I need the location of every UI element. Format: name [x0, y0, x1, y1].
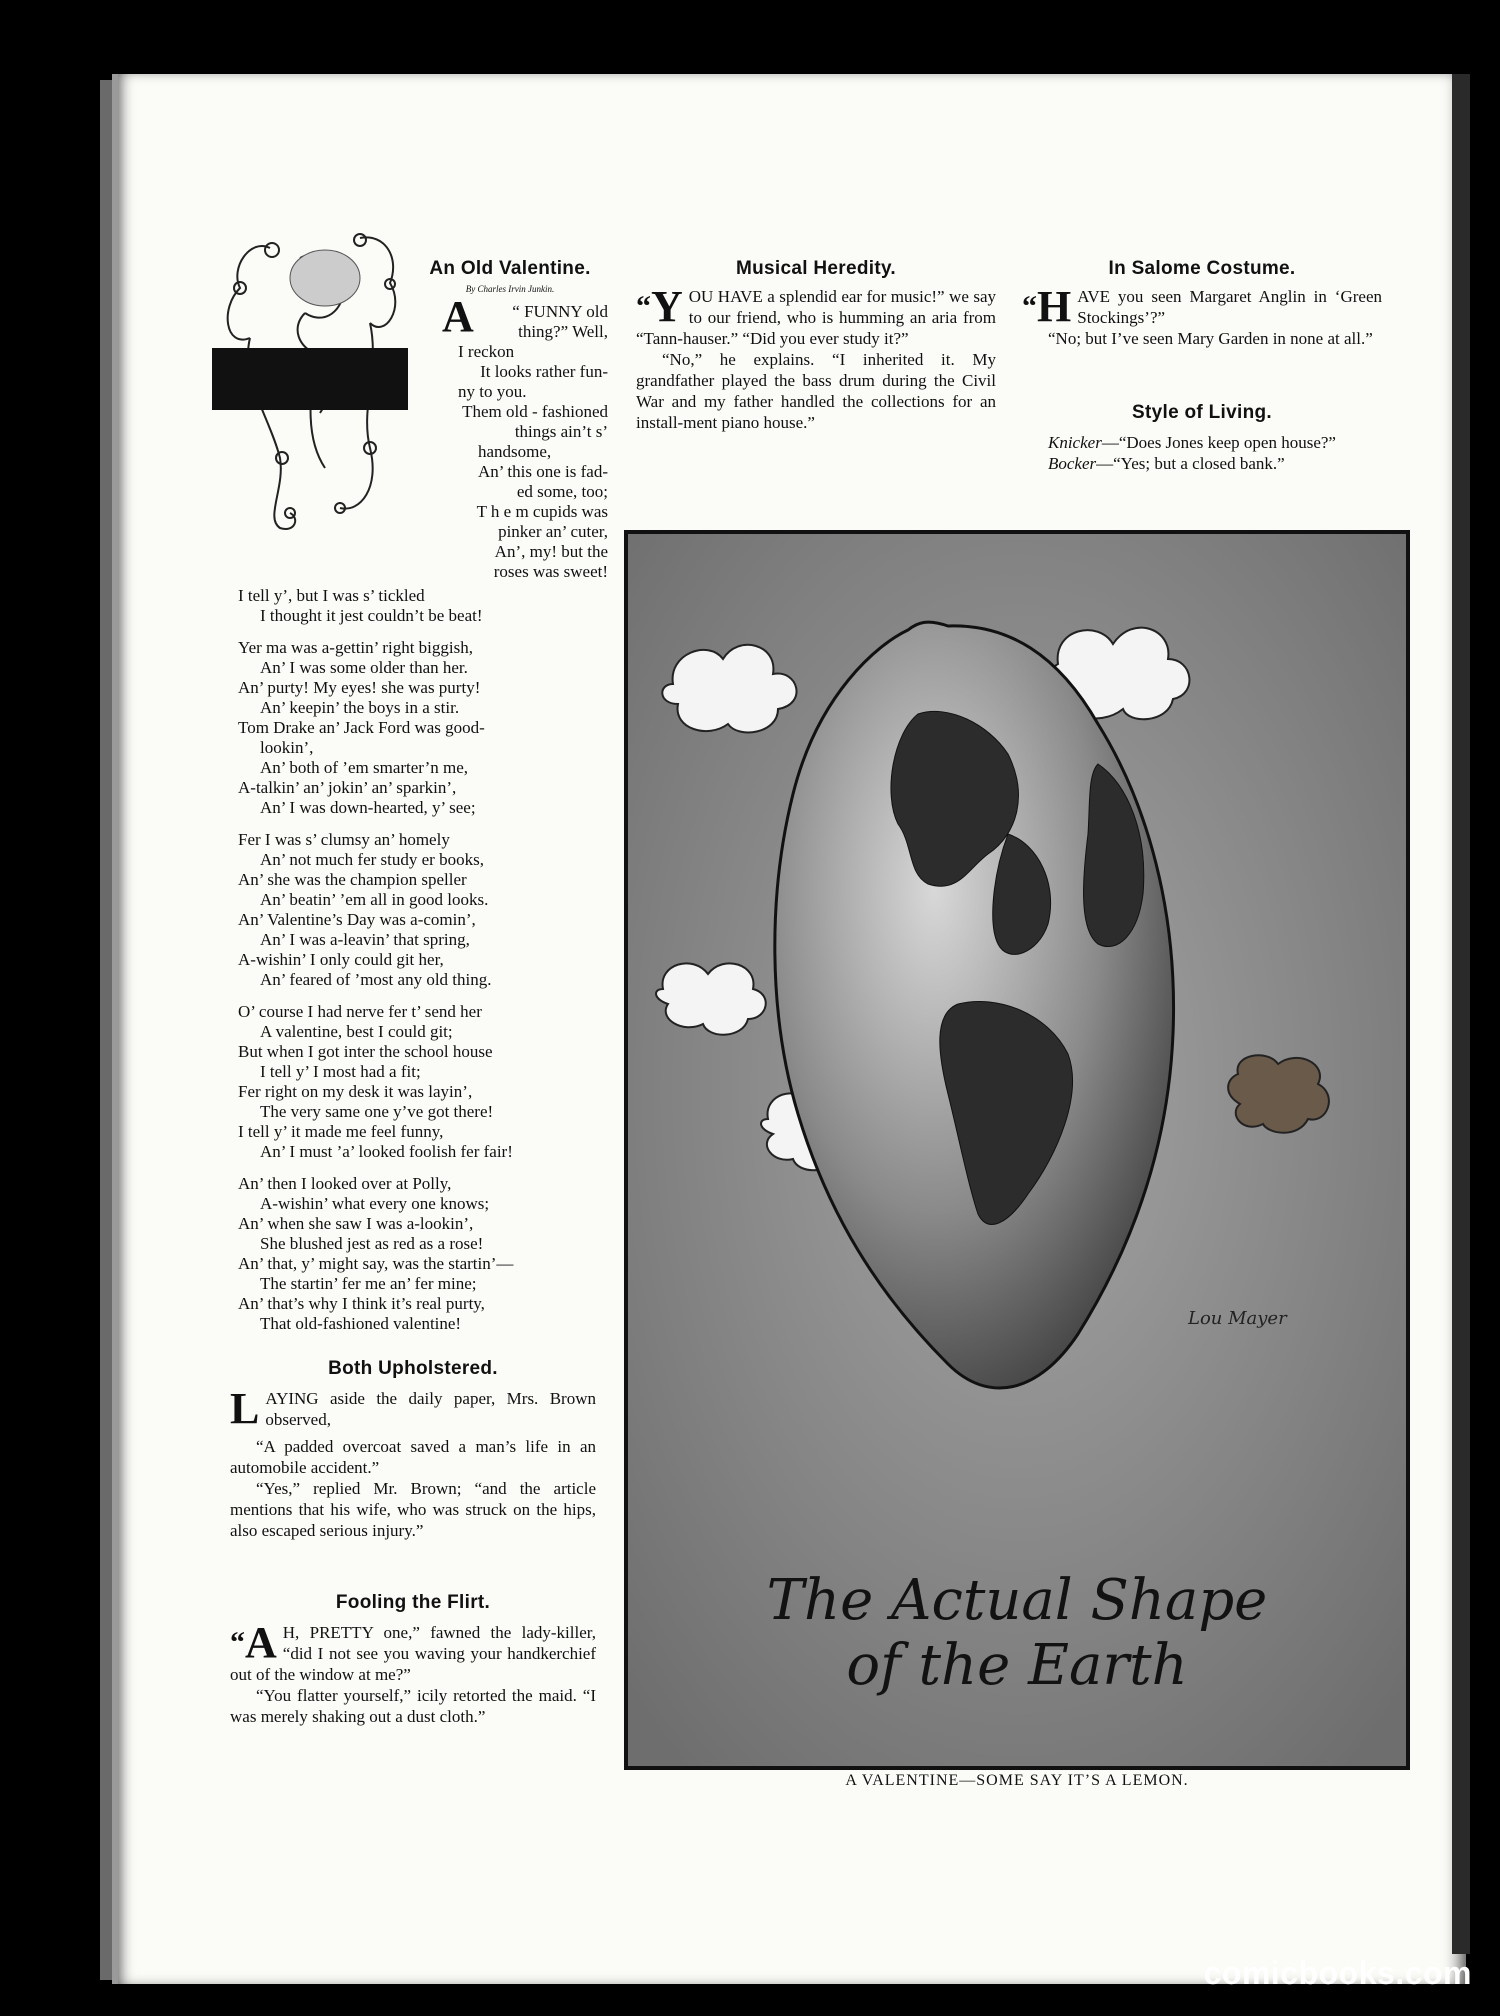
article-title: Fooling the Flirt.	[335, 1592, 491, 1613]
artist-signature: Lou Mayer	[1188, 1308, 1287, 1329]
poem-line: Fer right on my desk it was layin’,	[238, 1082, 473, 1101]
poem-dropcap: A	[442, 292, 474, 341]
article-both-upholstered	[230, 1358, 596, 1541]
article-in-salome-costume	[1022, 258, 1382, 349]
poem-line: A valentine, best I could git;	[260, 1022, 453, 1041]
poem-line: An’ both of ’em smarter’n me,	[260, 758, 469, 777]
poem-line: T h e m cupids was	[476, 502, 608, 521]
poem-line: An’, my! but the	[494, 542, 608, 561]
article-paragraph	[230, 1618, 596, 1685]
poem-line: An’ keepin’ the boys in a stir.	[260, 698, 460, 717]
poem-line: I tell y’ I most had a fit;	[260, 1062, 421, 1081]
plate-title-line-1: The Actual Shape	[766, 1568, 1268, 1633]
poem-stanzas	[238, 586, 610, 1334]
article-title: In Salome Costume.	[1108, 258, 1296, 279]
article-title: Musical Heredity.	[736, 258, 896, 279]
article-paragraph	[1022, 453, 1382, 474]
article-fooling-the-flirt	[230, 1592, 596, 1727]
poem-line: An’ that, y’ might say, was the startin’—	[238, 1254, 514, 1273]
poem-line: She blushed jest as red as a rose!	[260, 1234, 484, 1253]
poem-line: An’ feared of ’most any old thing.	[260, 970, 492, 989]
speaker-name: Bocker	[1048, 454, 1097, 473]
article-paragraph: “No,” he explains. “I inherited it. My grandfather played the bass drum during the Civil War and my father handled the collections for an install-ment piano house.”	[636, 350, 996, 432]
stanza-1	[238, 586, 610, 626]
valentine-illustration	[210, 228, 410, 543]
poem-line: But when I got inter the school house	[238, 1042, 493, 1061]
poem-line: An’ this one is fad-	[478, 462, 608, 481]
article-paragraph: “Yes,” replied Mr. Brown; “and the article mentions that his wife, who was struck on the hips, also escaped serious injury.”	[230, 1479, 596, 1540]
article-paragraph: “No; but I’ve seen Mary Garden in none at all.”	[1048, 329, 1373, 348]
poem-line: I reckon	[458, 342, 515, 361]
earth-lemon-drawing	[628, 534, 1406, 1766]
poem-line: The very same one y’ve got there!	[260, 1102, 494, 1121]
site-watermark: comicbooks.com	[1203, 1955, 1472, 1991]
article-paragraph	[1022, 282, 1382, 331]
poem-title: An Old Valentine.	[429, 258, 591, 279]
paragraph-text: H, PRETTY one,” fawned the lady-killer, “did I not see you waving your handkerchief out of the window at me?”	[230, 1623, 596, 1684]
poem-byline: By Charles Irvin Junkin.	[465, 284, 555, 294]
dropcap-letter: Y	[651, 282, 683, 331]
poem-line: An’ not much fer study er books,	[260, 850, 484, 869]
poem-line: O’ course I had nerve fer t’ send her	[238, 1002, 482, 1021]
plate-title-line-2: of the Earth	[846, 1633, 1188, 1698]
poem-line: handsome,	[478, 442, 552, 461]
dropcap: “Y	[636, 282, 683, 331]
speaker-name: Knicker	[1048, 433, 1102, 452]
poem-line: thing?” Well,	[518, 322, 608, 341]
poem-line: An’ she was the champion speller	[238, 870, 467, 889]
poem-line: An’ Valentine’s Day was a-comin’,	[238, 910, 476, 929]
poem-line: An’ beatin’ ’em all in good looks.	[260, 890, 489, 909]
poem-line: things ain’t s’	[514, 422, 608, 441]
article-paragraph: “You flatter yourself,” icily retorted the maid. “I was merely shaking out a dust cloth.”	[230, 1686, 596, 1726]
poem-line: An’ purty! My eyes! she was purty!	[238, 678, 481, 697]
poem-line: An’ then I looked over at Polly,	[238, 1174, 452, 1193]
dialogue-line: —“Does Jones keep open house?”	[1101, 433, 1336, 452]
article-title: Style of Living.	[1132, 402, 1272, 423]
paragraph-text: OU HAVE a splendid ear for music!” we say to our friend, who is humming an aria from “Tann-hauser.” “Did you ever study it?”	[636, 287, 996, 348]
article-musical-heredity	[636, 258, 996, 433]
dropcap: “H	[1022, 282, 1072, 331]
earth-lemon-illustration	[624, 530, 1410, 1770]
article-paragraph	[636, 282, 996, 349]
valentine-poem-title-block	[410, 258, 610, 296]
dropcap: L	[230, 1384, 260, 1433]
poem-line: ed some, too;	[516, 482, 608, 501]
poem-line: I tell y’ it made me feel funny,	[238, 1122, 444, 1141]
article-paragraph	[230, 1384, 596, 1433]
poem-line: The startin’ fer me an’ fer mine;	[260, 1274, 477, 1293]
dropcap-letter: A	[245, 1618, 277, 1667]
stanza-5	[238, 1174, 610, 1334]
poem-line: A-talkin’ an’ jokin’ an’ sparkin’,	[238, 778, 457, 797]
article-paragraph	[1022, 432, 1382, 453]
stanza-2	[238, 638, 610, 818]
poem-line: Them old - fashioned	[462, 402, 608, 421]
poem-line: An’ I was some older than her.	[260, 658, 468, 677]
poem-line: An’ that’s why I think it’s real purty,	[238, 1294, 485, 1313]
page-edge	[1452, 74, 1470, 1954]
stanza-3	[238, 830, 610, 990]
stanza-4	[238, 1002, 610, 1162]
poem-line: A-wishin’ I only could git her,	[238, 950, 444, 969]
poem-line: That old-fashioned valentine!	[260, 1314, 462, 1333]
dropcap: “A	[230, 1618, 277, 1667]
poem-line: I thought it jest couldn’t be beat!	[260, 606, 483, 625]
poem-line: Fer I was s’ clumsy an’ homely	[238, 830, 450, 849]
poem-line: Tom Drake an’ Jack Ford was good-	[238, 718, 485, 737]
poem-line: An’ I must ’a’ looked foolish fer fair!	[260, 1142, 513, 1161]
illustration-caption: A VALENTINE—SOME SAY IT’S A LEMON.	[845, 1772, 1189, 1789]
poem-line: It looks rather fun-	[480, 362, 608, 381]
poem-line: A-wishin’ what every one knows;	[260, 1194, 490, 1213]
poem-line: An’ I was a-leavin’ that spring,	[260, 930, 470, 949]
dropcap-letter: H	[1037, 282, 1072, 331]
paragraph-text: AYING aside the daily paper, Mrs. Brown observed,	[265, 1389, 596, 1429]
article-style-of-living	[1022, 402, 1382, 474]
paragraph-text: AVE you seen Margaret Anglin in ‘Green Stockings’?”	[1077, 287, 1382, 327]
page-gutter-shadow	[100, 80, 112, 1980]
poem-line: lookin’,	[260, 738, 314, 757]
poem-line: pinker an’ cuter,	[498, 522, 608, 541]
article-paragraph: “A padded overcoat saved a man’s life in an automobile accident.”	[230, 1437, 596, 1477]
poem-line: roses was sweet!	[493, 562, 608, 581]
poem-line: Yer ma was a-gettin’ right biggish,	[238, 638, 473, 657]
poem-opening-lines	[408, 302, 608, 582]
poem-line: An’ I was down-hearted, y’ see;	[260, 798, 476, 817]
poem-line: I tell y’, but I was s’ tickled	[238, 586, 425, 605]
poem-line: “ FUNNY old	[512, 302, 608, 321]
dialogue-line: —“Yes; but a closed bank.”	[1096, 454, 1285, 473]
poem-line: An’ when she saw I was a-lookin’,	[238, 1214, 474, 1233]
poem-line: ny to you.	[458, 382, 527, 401]
article-title: Both Upholstered.	[328, 1358, 498, 1379]
